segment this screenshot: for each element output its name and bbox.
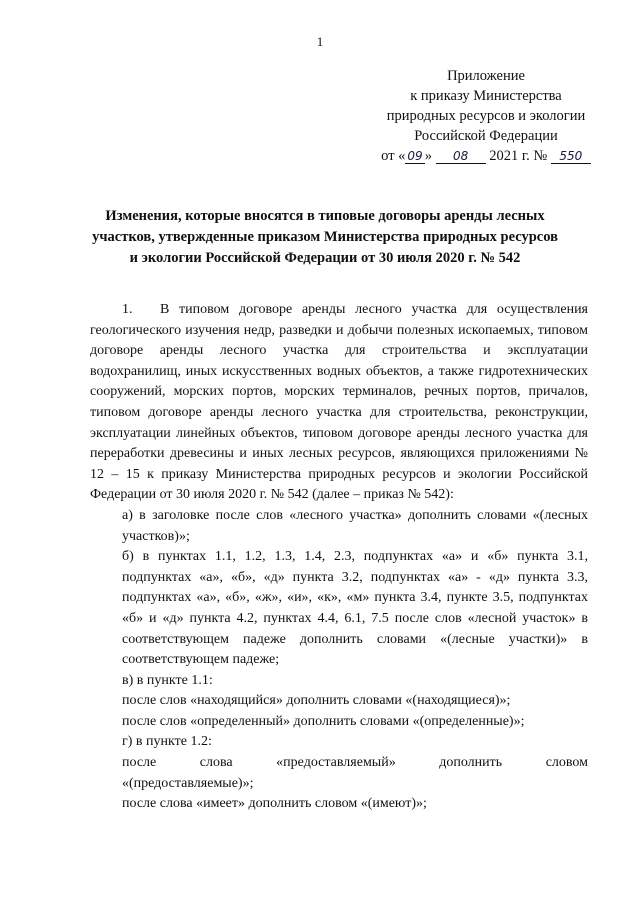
- appendix-line-4: Российской Федерации: [414, 128, 558, 144]
- paragraph-1-text: В типовом договоре аренды лесного участка для осуществления геологического изучения недр, разведки и добычи полезных ископаемых, типовом договоре аренды лесного участка для строительства и эксплуатации водохранилищ, иных искусственных водных объектов, а также гидротехнических сооружений, морских портов, морских терминалов, речных портов, причалов, типовом договоре аренды лесного участка для строительства, реконструкции, эксплуатации линейных объектов, типовом договоре аренды лесного участка для переработки древесины и иных лесных ресурсов, являющихся приложениями № 12 – 15 к приказу Министерства природных ресурсов и экологии Российской Федерации от 30 июля 2020 г. № 542 (далее – приказ № 542):: [90, 302, 588, 503]
- appendix-date-line: [376, 146, 596, 166]
- word: дополнить: [439, 755, 503, 771]
- subitem-g-line-2: после слова «имеет» дополнить словом «(имеют)»;: [122, 796, 427, 812]
- appendix-line-3: природных ресурсов и экологии: [386, 108, 586, 124]
- paragraph-1-number: 1.: [122, 302, 133, 317]
- page-number: 1: [316, 34, 324, 49]
- subitem-g-line-1-cont: «(предоставляемые)»;: [122, 775, 254, 791]
- date-year: 2021 г. №: [485, 148, 551, 164]
- subitem-g: г) в пункте 1.2:: [122, 734, 212, 750]
- word: «предоставляемый»: [276, 755, 396, 771]
- date-prefix: от «: [381, 148, 406, 164]
- handwritten-order-number: 550: [551, 149, 591, 164]
- appendix-block: [376, 66, 596, 166]
- word: слова: [199, 755, 233, 771]
- word: после: [122, 755, 157, 771]
- handwritten-day: 09: [407, 149, 423, 163]
- document-body: [90, 300, 588, 815]
- appendix-line-1: Приложение: [447, 68, 525, 84]
- paragraph-1: [90, 300, 588, 506]
- word: словом: [545, 755, 588, 771]
- subitem-g-line-1: [122, 753, 588, 774]
- subitem-b: б) в пунктах 1.1, 1.2, 1.3, 1.4, 2.3, подпунктах «а» и «б» пункта 3.1, подпунктах «а», «б», «д» пункта 3.2, подпунктах «а» - «д» пункта 3.3, подпунктах «а», «б», «ж», «и», «к», «м» пункта 3.4, пункте 3.5, подпунктах «б» и «д» пункта 4.2, пунктах 4.4, 6.1, 7.5 после слов «лесной участок» в соответствующем падеже дополнить словами «(лесные участки)» в соответствующем падеже;: [122, 549, 588, 668]
- handwritten-month: 08: [436, 149, 486, 164]
- subitem-v-line-2: после слов «определенный» дополнить словами «(определенные)»;: [122, 713, 525, 729]
- appendix-line-2: к приказу Министерства: [410, 88, 562, 104]
- subitem-v-line-1: после слов «находящийся» дополнить словами «(находящиеся)»;: [122, 693, 511, 709]
- subitem-v: в) в пункте 1.1:: [122, 672, 213, 688]
- subitem-a: а) в заголовке после слов «лесного участка» дополнить словами «(лесных участков)»;: [122, 507, 588, 544]
- date-mid: »: [424, 148, 436, 164]
- document-title: Изменения, которые вносятся в типовые договоры аренды лесных участков, утвержденные приказом Министерства природных ресурсов и экологии Российской Федерации от 30 июля 2020 г. № 542: [92, 208, 558, 266]
